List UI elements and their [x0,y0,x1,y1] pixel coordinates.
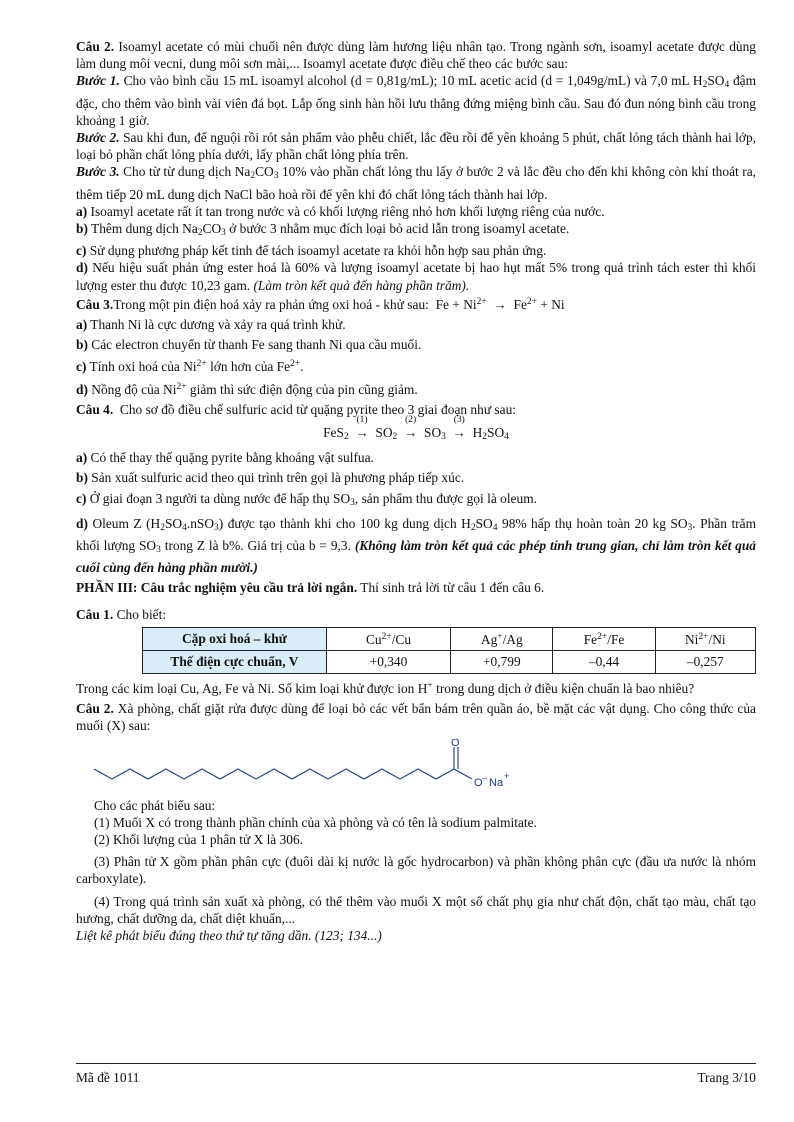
table-cell: $Ni^{2+}/Ni$ [655,627,755,650]
q2-step1: Bước 1. Cho vào bình cầu 15 mL isoamyl alcohol (d = 0,81g/mL); 10 mL acetic acid (d = 1,049g/mL) và 7,0 mL $H_2SO_4$ đậm đặc, cho thêm vào bình vài viên đá bọt. Lắp ống sinh hàn hồi lưu thẳng đứng miệng bình cầu. Sau đó đun nóng bình cầu trong khoảng 1 giờ. [76,73,756,128]
q3-statement-a: a) Thanh Ni là cực dương và xảy ra quá trình khử. [76,317,346,333]
table-row [143,627,756,650]
structure-svg [90,739,550,797]
q4-scheme: FeS$_2$ (1) → $SO_2$ (2) → $SO_3$ (3) → $H_2SO_4$ [323,415,509,443]
q3-statement-c: c) Tính oxi hoá của $Ni^{2+}$ lớn hơn của $Fe^{2+}$. [76,359,304,375]
p3q2-intro: Câu 2. Xà phòng, chất giặt rửa được dùng để loại bỏ các vết bẩn bám trên quần áo, bề mặt các vật dụng. Cho công thức của muối (X) sau: [76,701,756,734]
table-cell: +0,799 [451,650,553,673]
table-cell: –0,257 [655,650,755,673]
q2-statement-a: a) Isoamyl acetate rất ít tan trong nước và có khối lượng riêng nhỏ hơn khối lượng riêng của nước. [76,203,605,219]
carboxylate-oxygen: O [474,776,483,789]
q3-statement-d: d) Nồng độ của $Ni^{2+}$ giảm thì sức điện động của pin cũng giảm. [76,381,418,397]
q2-step2: Bước 2. Sau khi đun, để nguội rồi rót sản phẩm vào phễu chiết, lắc đều rồi để yên khoảng 5 phút, chất lỏng tách thành hai lớp, loại bỏ phần chất lỏng phía dưới, lấy phần chất lỏng phía trên. [76,130,756,163]
p3q1-intro: Câu 1. Cho biết: [76,606,167,622]
q4-statement-a: a) Có thể thay thế quặng pyrite bằng khoáng vật sulfua. [76,450,374,466]
sodium-label: Na [489,776,504,789]
table-row [143,650,756,673]
table-header-potential: Thế điện cực chuẩn, V [143,650,327,673]
footer-divider [76,1063,756,1064]
sodium-palmitate-structure [76,739,756,797]
table-cell: Ag+/Ag [451,627,553,650]
potential-table [142,627,756,674]
q2-intro: Câu 2. Isoamyl acetate có mùi chuối nên được dùng làm hương liệu nhân tạo. Trong ngành sơn, isoamyl acetate được dùng làm dung môi vecni, dung môi sơn mài,... Isoamyl acetate được điều chế theo các bước sau: [76,39,756,72]
q2-statement-b: b) Thêm dung dịch $Na_2CO_3$ ở bước 3 nhằm mục đích loại bỏ acid lẫn trong isoamyl acetate. [76,221,570,239]
carbonyl-oxygen: O [451,738,460,749]
q2-step3: Bước 3. Cho từ từ dung dịch $Na_2CO_3$ 10% vào phần chất lỏng thu lấy ở bước 2 và lắc đều cho đến khi không còn khí thoát ra, thêm tiếp 20 mL dung dịch NaCl bão hoà rồi để yên khi đó chất lỏng tách thành hai lớp. [76,164,756,202]
q4-statement-b: b) Sản xuất sulfuric acid theo qui trình trên gọi là phương pháp tiếp xúc. [76,470,465,486]
q3-statement-b: b) Các electron chuyển từ thanh Fe sang thanh Ni qua cầu muối. [76,337,422,353]
q2-statement-d: d) Nếu hiệu suất phản ứng ester hoá là 60% và lượng isoamyl acetate bị hao hụt mất 5% trong quá trình tách ester thì khối lượng ester thu được 10,23 gam. (Làm tròn kết quả đến hàng phần trăm). [76,260,756,293]
exam-code: Mã đề 1011 [76,1070,140,1085]
table-cell: $Fe^{2+}/Fe$ [553,627,655,650]
p3q2-statement-1: (1) Muối X có trong thành phần chính của xà phòng và có tên là sodium palmitate. [94,814,537,830]
q4-statement-c: c) Ở giai đoạn 3 người ta dùng nước để hấp thụ $SO_3$, sản phẩm thu được gọi là oleum. [76,490,537,508]
table-cell: +0,340 [326,650,450,673]
p3q2-statement-4: (4) Trong quá trình sản xuất xà phòng, có thể thêm vào muối X một số chất phụ gia như chất độn, chất tạo màu, chất tạo hương, chất dưỡng da, chất diệt khuẩn,... [76,893,756,926]
page-body [76,38,756,944]
q4-statement-d: d) Oleum Z $(H_2SO_4.nSO_3)$ được tạo thành khi cho 100 kg dung dịch $H_2SO_4$ 98% hấp thụ hoàn toàn 20 kg $SO_3$. Phần trăm khối lượng $SO_3$ trong Z là b%. Giá trị của b = 9,3. (Không làm tròn kết quả các phép tính trung gian, chỉ làm tròn kết quả cuối cùng đến hàng phần mười.) [76,515,756,576]
page-number: Trang 3/10 [697,1070,756,1085]
table-cell: –0,44 [553,650,655,673]
p3q2-statements-intro: Cho các phát biểu sau: [94,797,216,813]
q3-intro: Câu 3.Trong một pin điện hoá xảy ra phản ứng oxi hoá - khử sau: $Fe + Ni^{2+} \to Fe^{2+} + Ni$ [76,296,565,312]
table-cell: $Cu^{2+}/Cu$ [326,627,450,650]
hydrocarbon-chain [94,769,472,779]
oxygen-charge: – [482,772,488,783]
p3q2-statement-3: (3) Phân tử X gồm phần phân cực (đuôi dài kị nước là gốc hydrocarbon) và phần không phân cực (đầu ưa nước là nhóm carboxylate). [76,854,756,887]
p3q1-question: Trong các kim loại Cu, Ag, Fe và Ni. Số kim loại khử được ion H+ trong dung dịch ở điều kiện chuẩn là bao nhiêu? [76,680,695,696]
p3q2-statement-2: (2) Khối lượng của 1 phân tử X là 306. [94,831,304,847]
q4-intro: Câu 4. Cho sơ đồ điều chế sulfuric acid từ quặng pyrite theo 3 giai đoạn như sau: [76,401,516,417]
part3-heading: PHẦN III: Câu trắc nghiệm yêu cầu trả lời ngắn. Thí sinh trả lời từ câu 1 đến câu 6. [76,580,545,596]
table-header-couple: Cặp oxi hoá – khử [143,627,327,650]
q2-statement-c: c) Sử dụng phương pháp kết tinh để tách isoamyl acetate ra khỏi hỗn hợp sau phản ứng. [76,243,547,259]
sodium-charge: + [504,770,510,781]
p3q2-instruction: Liệt kê phát biểu đúng theo thứ tự tăng dần. (123; 134...) [76,927,382,943]
